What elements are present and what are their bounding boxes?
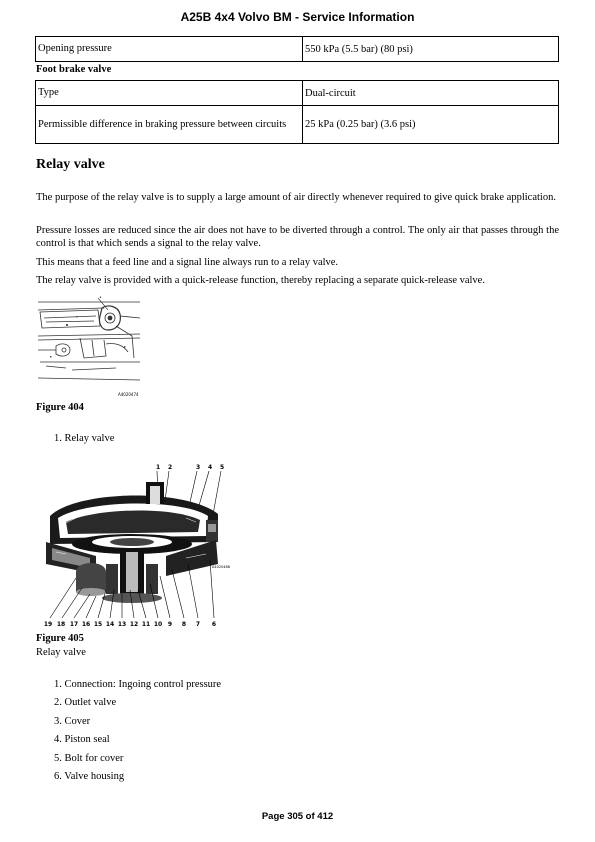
section-title: Relay valve — [36, 157, 105, 172]
figure-405-caption: Figure 405 — [36, 633, 84, 644]
figure-405-callout: 1 — [156, 464, 161, 471]
figure-405-subtitle: Relay valve — [36, 647, 86, 658]
page-footer: Page 305 of 412 — [261, 811, 334, 822]
figure-405-callout: 16 — [81, 621, 91, 628]
figure-405-callout: 19 — [43, 621, 53, 628]
opening-pressure-label: Opening pressure — [36, 37, 303, 62]
figure-405-callout: 13 — [117, 621, 127, 628]
figure-404-caption: Figure 404 — [36, 402, 84, 413]
figure-405-callout: 9 — [167, 621, 173, 628]
list-item: 1. Connection: Ingoing control pressure — [54, 679, 222, 690]
pressure-difference-value: 25 kPa (0.25 bar) (3.6 psi) — [303, 106, 559, 144]
figure-405-callout: 4 — [208, 464, 213, 471]
list-item: 6. Valve housing — [54, 770, 125, 782]
page-header: A25B 4x4 Volvo BM - Service Information — [180, 10, 415, 24]
pressure-difference-label: Permissible difference in braking pressure between circuits — [36, 106, 303, 144]
figure-405-callout: 2 — [168, 464, 173, 471]
list-item: 1. Relay valve — [54, 433, 115, 444]
opening-pressure-value: 550 kPa (5.5 bar) (80 psi) — [303, 37, 559, 62]
figure-404-list — [54, 432, 114, 450]
opening-pressure-table — [35, 36, 559, 62]
figure-405-list — [54, 678, 221, 788]
figure-405-callout: 5 — [220, 464, 225, 471]
paragraph: Pressure losses are reduced since the air does not have to be diverted through a control. The only air that passes through the control is that which sends a signal to the relay valve. — [36, 225, 559, 249]
list-item: 5. Bolt for cover — [54, 752, 124, 764]
figure-405-callout: 3 — [196, 464, 201, 471]
paragraph: The relay valve is provided with a quick-release function, thereby replacing a separate quick-release valve. — [36, 275, 485, 286]
figure-404-callout: 1 — [99, 296, 102, 299]
foot-brake-table — [35, 80, 559, 144]
figure-405-callout: 8 — [181, 621, 187, 628]
figure-404-code: A4020474 — [118, 392, 139, 397]
figure-404-image — [36, 296, 144, 400]
list-item: 3. Cover — [54, 715, 91, 727]
list-item: 2. Outlet valve — [54, 697, 117, 709]
table-row — [36, 81, 559, 106]
figure-405-code: A4020488 — [212, 565, 230, 569]
foot-brake-heading: Foot brake valve — [36, 64, 112, 75]
table-row — [36, 106, 559, 144]
figure-405-image — [36, 460, 236, 630]
type-value: Dual-circuit — [303, 81, 559, 106]
paragraph: The purpose of the relay valve is to supply a large amount of air directly whenever required to give quick brake application. — [36, 192, 556, 203]
list-item: 4. Piston seal — [54, 734, 110, 746]
figure-405-callout: 6 — [211, 621, 217, 628]
type-label: Type — [36, 81, 303, 106]
figure-405-callout: 14 — [105, 621, 115, 628]
paragraph: This means that a feed line and a signal line always run to a relay valve. — [36, 257, 339, 268]
figure-405-callout: 10 — [153, 621, 163, 628]
figure-405-callout: 17 — [69, 621, 79, 628]
figure-405-callout: 12 — [129, 621, 139, 628]
figure-405-callout: 11 — [141, 621, 151, 628]
figure-405-callout: 15 — [93, 621, 103, 628]
figure-405-callout: 18 — [56, 621, 66, 628]
figure-405-callout: 7 — [195, 621, 201, 628]
